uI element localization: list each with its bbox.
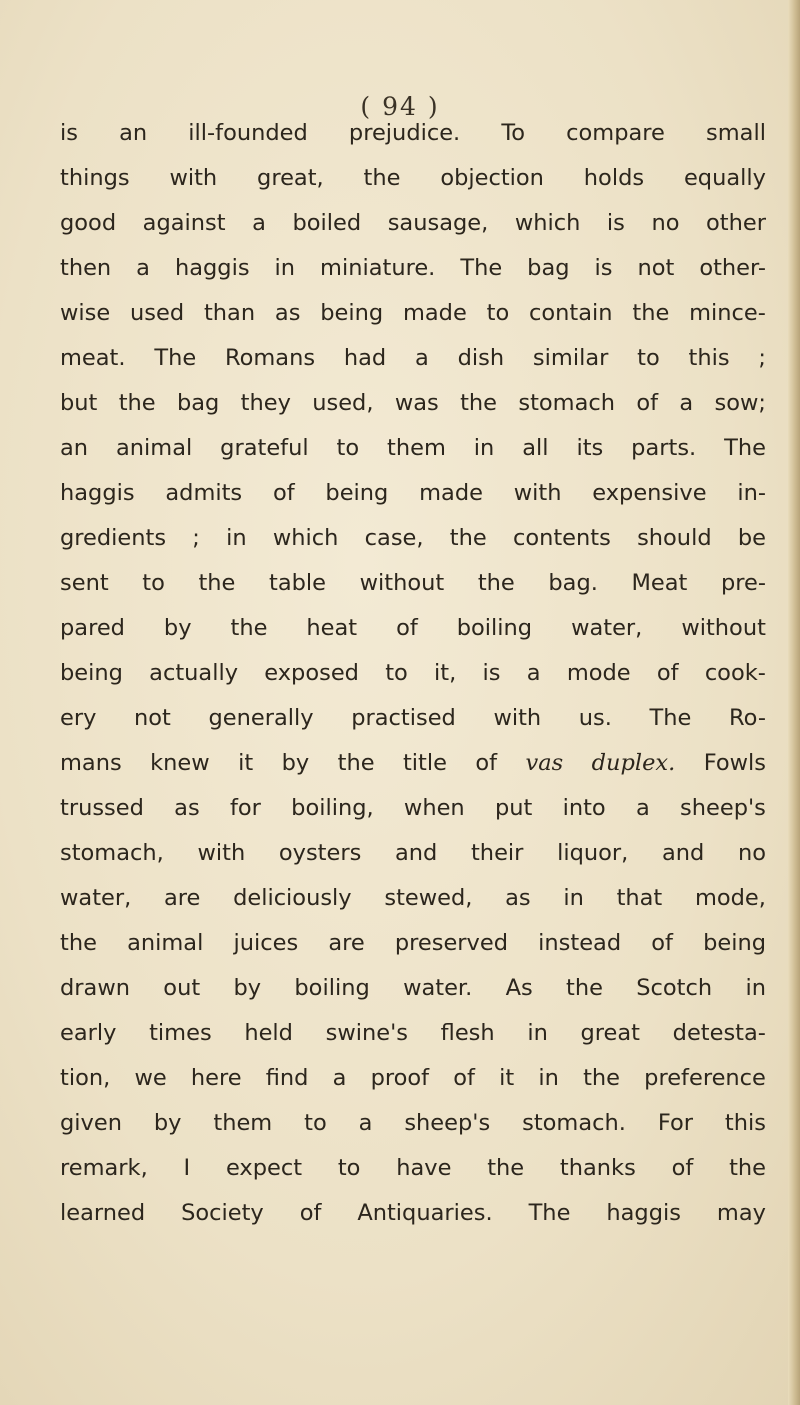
word: knew — [150, 750, 210, 776]
word: in- — [737, 480, 766, 506]
word: boiling — [294, 975, 370, 1001]
word: tion, — [60, 1065, 111, 1091]
word: water, — [571, 615, 643, 641]
text-line — [60, 336, 766, 381]
word: similar — [532, 345, 609, 371]
word: duplex. — [591, 750, 676, 776]
word: holds — [583, 165, 645, 191]
word: preference — [644, 1065, 766, 1091]
word: by — [233, 975, 262, 1001]
text-line — [60, 426, 766, 471]
text-line — [60, 561, 766, 606]
word: boiling — [456, 615, 533, 641]
word: bag — [527, 255, 570, 281]
word: by — [281, 750, 310, 776]
text-line — [60, 1011, 766, 1056]
word: The — [649, 705, 692, 731]
word: had — [343, 345, 387, 371]
word: the — [566, 975, 603, 1001]
word: a — [358, 1110, 373, 1136]
word: given — [60, 1110, 122, 1136]
word: in — [473, 435, 495, 461]
word: being — [60, 660, 123, 686]
word: a — [332, 1065, 347, 1091]
word: by — [163, 615, 192, 641]
word: equally — [683, 165, 766, 191]
word: parts. — [631, 435, 697, 461]
word: boiled — [292, 210, 362, 236]
word: have — [396, 1155, 452, 1181]
word: a — [252, 210, 266, 236]
word: oysters — [278, 840, 362, 866]
word: haggis — [606, 1200, 681, 1226]
word: into — [562, 795, 606, 821]
word: haggis — [174, 255, 250, 281]
word: liquor, — [557, 840, 629, 866]
word: its — [576, 435, 604, 461]
text-line — [60, 1056, 766, 1101]
word: to — [336, 435, 360, 461]
word: The — [460, 255, 503, 281]
word: detesta- — [672, 1020, 766, 1046]
word: Fowls — [703, 750, 766, 776]
word: being — [325, 480, 389, 506]
word: not — [134, 705, 171, 731]
word: of — [656, 660, 679, 686]
word: a — [415, 345, 429, 371]
word: expensive — [592, 480, 707, 506]
word: exposed — [264, 660, 359, 686]
word: mode — [566, 660, 631, 686]
word: being — [703, 930, 766, 956]
word: stomach. — [522, 1110, 626, 1136]
word: sent — [60, 570, 109, 596]
text-line — [60, 786, 766, 831]
word: stomach — [518, 390, 615, 416]
word: of — [651, 930, 673, 956]
word: which — [272, 525, 339, 551]
word: with — [513, 480, 562, 506]
word: are — [163, 885, 201, 911]
word: it — [238, 750, 254, 776]
word: Meat — [631, 570, 688, 596]
word: out — [163, 975, 201, 1001]
word: vas — [525, 750, 564, 776]
word: put — [494, 795, 533, 821]
word: instead — [538, 930, 622, 956]
word: the — [230, 615, 268, 641]
word: with — [197, 840, 246, 866]
word: of — [272, 480, 295, 506]
word: sheep's — [680, 795, 766, 821]
word: with — [169, 165, 218, 191]
text-line — [60, 201, 766, 246]
word: boiling, — [291, 795, 374, 821]
word: bag. — [548, 570, 598, 596]
word: their — [470, 840, 524, 866]
word: actually — [149, 660, 239, 686]
word: stewed, — [384, 885, 473, 911]
page-number: ( 94 ) — [360, 92, 440, 121]
word: I — [183, 1155, 191, 1181]
word: swine's — [325, 1020, 409, 1046]
word: without — [681, 615, 766, 641]
word: in — [527, 1020, 548, 1046]
word: held — [244, 1020, 293, 1046]
word: not — [637, 255, 675, 281]
text-line — [60, 1191, 766, 1236]
word: things — [60, 165, 130, 191]
word: but — [60, 390, 98, 416]
word: ; — [758, 345, 766, 371]
text-line — [60, 876, 766, 921]
word: sausage, — [387, 210, 489, 236]
word: of — [396, 615, 418, 641]
word: animal — [115, 435, 193, 461]
word: sow; — [714, 390, 766, 416]
word: proof — [370, 1065, 430, 1091]
word: the — [477, 570, 515, 596]
text-line — [60, 516, 766, 561]
word: the — [729, 1155, 766, 1181]
word: of — [299, 1200, 322, 1226]
word: an — [60, 435, 89, 461]
word: mode, — [694, 885, 766, 911]
word: good — [60, 210, 117, 236]
word: a — [526, 660, 541, 686]
word: prejudice. — [348, 120, 461, 146]
text-line — [60, 246, 766, 291]
word: in — [226, 525, 247, 551]
word: pre- — [720, 570, 766, 596]
word: case, — [364, 525, 424, 551]
word: may — [716, 1200, 766, 1226]
word: them — [387, 435, 446, 461]
word: is — [594, 255, 613, 281]
word: find — [265, 1065, 309, 1091]
word: dish — [457, 345, 505, 371]
text-line — [60, 606, 766, 651]
word: a — [679, 390, 694, 416]
word: should — [637, 525, 712, 551]
word: other- — [699, 255, 766, 281]
word: Antiquaries. — [357, 1200, 493, 1226]
word: used, — [312, 390, 374, 416]
word: flesh — [440, 1020, 495, 1046]
word: mans — [60, 750, 122, 776]
word: early — [60, 1020, 117, 1046]
word: animal — [127, 930, 204, 956]
word: Ro- — [729, 705, 766, 731]
text-line — [60, 696, 766, 741]
word: thanks — [559, 1155, 636, 1181]
word: deliciously — [233, 885, 352, 911]
word: The — [154, 345, 197, 371]
word: For — [657, 1110, 693, 1136]
word: heat — [306, 615, 358, 641]
word: an — [119, 120, 148, 146]
word: to — [142, 570, 165, 596]
word: title — [402, 750, 447, 776]
word: is — [482, 660, 501, 686]
word: of — [671, 1155, 694, 1181]
word: and — [661, 840, 705, 866]
word: admits — [165, 480, 243, 506]
word: is — [60, 120, 78, 146]
word: against — [142, 210, 226, 236]
text-line — [60, 831, 766, 876]
word: the — [583, 1065, 620, 1091]
word: sheep's — [404, 1110, 491, 1136]
word: The — [724, 435, 766, 461]
word: is — [606, 210, 625, 236]
word: times — [149, 1020, 212, 1046]
text-line — [60, 471, 766, 516]
word: to — [385, 660, 408, 686]
word: to — [486, 300, 510, 326]
word: miniature. — [320, 255, 436, 281]
word: us. — [578, 705, 612, 731]
word: to — [304, 1110, 327, 1136]
word: ill-founded — [188, 120, 308, 146]
word: contents — [512, 525, 611, 551]
body-text — [60, 111, 766, 1236]
word: water. — [403, 975, 473, 1001]
word: the — [487, 1155, 525, 1181]
word: wise — [60, 300, 111, 326]
word: be — [737, 525, 766, 551]
word: the — [198, 570, 236, 596]
word: this — [688, 345, 730, 371]
text-line — [60, 291, 766, 336]
word: it — [499, 1065, 515, 1091]
word: it, — [434, 660, 457, 686]
word: this — [724, 1110, 766, 1136]
word: the — [363, 165, 401, 191]
word: to — [337, 1155, 361, 1181]
word: a — [136, 255, 150, 281]
page-edge-shadow — [788, 0, 800, 1405]
word: meat. — [60, 345, 126, 371]
word: haggis — [60, 480, 135, 506]
word: without — [359, 570, 445, 596]
text-line — [60, 381, 766, 426]
word: mince- — [689, 300, 766, 326]
word: which — [514, 210, 581, 236]
word: we — [134, 1065, 167, 1091]
word: contain — [529, 300, 613, 326]
word: pared — [60, 615, 125, 641]
word: made — [402, 300, 467, 326]
word: the — [632, 300, 670, 326]
word: great — [580, 1020, 640, 1046]
word: The — [528, 1200, 571, 1226]
word: no — [651, 210, 680, 236]
word: then — [60, 255, 112, 281]
word: bag — [176, 390, 220, 416]
word: the — [337, 750, 375, 776]
word: grateful — [220, 435, 309, 461]
word: juices — [233, 930, 299, 956]
word: here — [190, 1065, 242, 1091]
word: practised — [351, 705, 456, 731]
word: when — [403, 795, 465, 821]
word: To — [501, 120, 526, 146]
word: Scotch — [636, 975, 713, 1001]
word: as — [505, 885, 531, 911]
word: to — [637, 345, 660, 371]
word: all — [522, 435, 549, 461]
text-line — [60, 1101, 766, 1146]
word: objection — [440, 165, 544, 191]
word: trussed — [60, 795, 144, 821]
word: generally — [208, 705, 314, 731]
word: of — [453, 1065, 475, 1091]
word: great, — [257, 165, 324, 191]
text-line — [60, 111, 766, 156]
word: ery — [60, 705, 97, 731]
word: made — [419, 480, 483, 506]
word: water, — [60, 885, 132, 911]
word: than — [203, 300, 256, 326]
word: are — [328, 930, 365, 956]
word: As — [505, 975, 533, 1001]
text-line — [60, 741, 766, 786]
word: small — [706, 120, 766, 146]
word: the — [118, 390, 156, 416]
word: in — [745, 975, 766, 1001]
text-line — [60, 1146, 766, 1191]
word: by — [153, 1110, 182, 1136]
word: Romans — [224, 345, 316, 371]
word: table — [269, 570, 327, 596]
word: stomach, — [60, 840, 164, 866]
word: they — [240, 390, 291, 416]
word: in — [538, 1065, 559, 1091]
word: the — [449, 525, 487, 551]
word: the — [60, 930, 97, 956]
text-line — [60, 651, 766, 696]
word: in — [274, 255, 296, 281]
word: with — [493, 705, 542, 731]
word: used — [130, 300, 185, 326]
word: in — [563, 885, 584, 911]
word: the — [460, 390, 498, 416]
word: that — [616, 885, 663, 911]
word: cook- — [704, 660, 766, 686]
word: as — [174, 795, 200, 821]
word: expect — [225, 1155, 303, 1181]
word: a — [635, 795, 650, 821]
word: compare — [566, 120, 665, 146]
word: learned — [60, 1200, 146, 1226]
word: for — [229, 795, 261, 821]
word: of — [636, 390, 659, 416]
word: was — [394, 390, 439, 416]
word: remark, — [60, 1155, 148, 1181]
word: other — [706, 210, 766, 236]
text-line — [60, 966, 766, 1011]
word: drawn — [60, 975, 130, 1001]
word: Society — [181, 1200, 264, 1226]
word: as — [274, 300, 301, 326]
word: and — [394, 840, 438, 866]
word: them — [213, 1110, 273, 1136]
word: preserved — [394, 930, 508, 956]
word: ; — [192, 525, 200, 551]
text-line — [60, 156, 766, 201]
word: no — [737, 840, 766, 866]
word: being — [320, 300, 384, 326]
word: of — [475, 750, 498, 776]
word: gredients — [60, 525, 167, 551]
text-line — [60, 921, 766, 966]
